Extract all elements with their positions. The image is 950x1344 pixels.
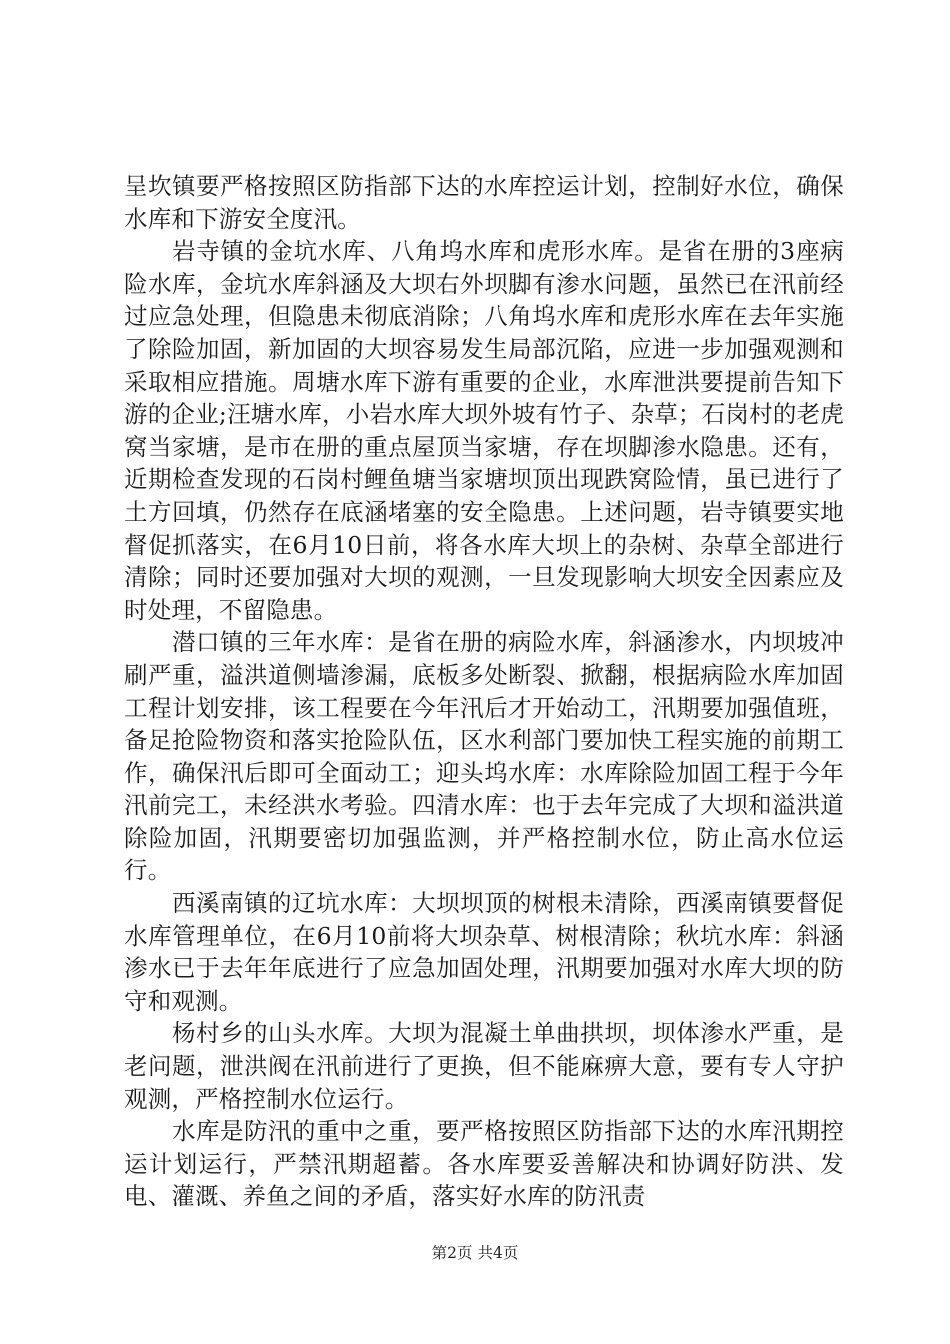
paragraph-chengkan: 呈坎镇要严格按照区防指部下达的水库控运计划，控制好水位，确保水库和下游安全度汛。 bbox=[124, 172, 844, 233]
page-number: 第2页 共4页 bbox=[431, 1244, 519, 1262]
paragraph-yangcun: 杨村乡的山头水库。大坝为混凝土单曲拱坝，坝体渗水严重，是老问题，泄洪阀在汛前进行了更换，但不能麻痹大意，要有专人守护观测，严格控制水位运行。 bbox=[124, 1019, 844, 1113]
paragraph-yansi: 岩寺镇的金坑水库、八角坞水库和虎形水库。是省在册的3座病险水库，金坑水库斜涵及大坝右外坝脚有渗水问题，虽然已在汛前经过应急处理，但隐患未彻底消除；八角坞水库和虎形水库在去年实施了除险加固，新加固的大坝容易发生局部沉陷，应进一步加强观测和采取相应措施。周塘水库下游有重要的企业，水库泄洪要提前告知下游的企业;汪塘水库，小岩水库大坝外坡有竹子、杂草；石岗村的老虎窝当家塘，是市在册的重点屋顶当家塘，存在坝脚渗水隐患。还有，近期检查发现的石岗村鲤鱼塘当家塘坝顶出现跌窝险情，虽已进行了土方回填，仍然存在底涵堵塞的安全隐患。上述问题，岩寺镇要实地督促抓落实，在6月10日前，将各水库大坝上的杂树、杂草全部进行清除；同时还要加强对大坝的观测，一旦发现影响大坝安全因素应及时处理，不留隐患。 bbox=[124, 237, 844, 624]
paragraph-xixinan: 西溪南镇的辽坑水库：大坝坝顶的树根未清除，西溪南镇要督促水库管理单位，在6月10前将大坝杂草、树根清除；秋坑水库：斜涵渗水已于去年年底进行了应急加固处理，汛期要加强对水库大坝的防守和观测。 bbox=[124, 889, 844, 1015]
paragraph-qiankou: 潜口镇的三年水库：是省在册的病险水库，斜涵渗水，内坝坡冲刷严重，溢洪道侧墙渗漏，底板多处断裂、掀翻，根据病险水库加固工程计划安排，该工程要在今年汛后才开始动工，汛期要加强值班，备足抢险物资和落实抢险队伍，区水利部门要加快工程实施的前期工作，确保汛后即可全面动工；迎头坞水库：水库除险加固工程于今年汛前完工，未经洪水考验。四清水库：也于去年完成了大坝和溢洪道除险加固，汛期要密切加强监测，并严格控制水位，防止高水位运行。 bbox=[124, 628, 844, 885]
page-footer bbox=[0, 1243, 950, 1263]
document-body bbox=[124, 170, 844, 1213]
paragraph-reservoir-summary: 水库是防汛的重中之重，要严格按照区防指部下达的水库汛期控运计划运行，严禁汛期超蓄。各水库要妥善解决和协调好防洪、发电、灌溉、养鱼之间的矛盾，落实好水库的防汛责 bbox=[124, 1117, 844, 1211]
